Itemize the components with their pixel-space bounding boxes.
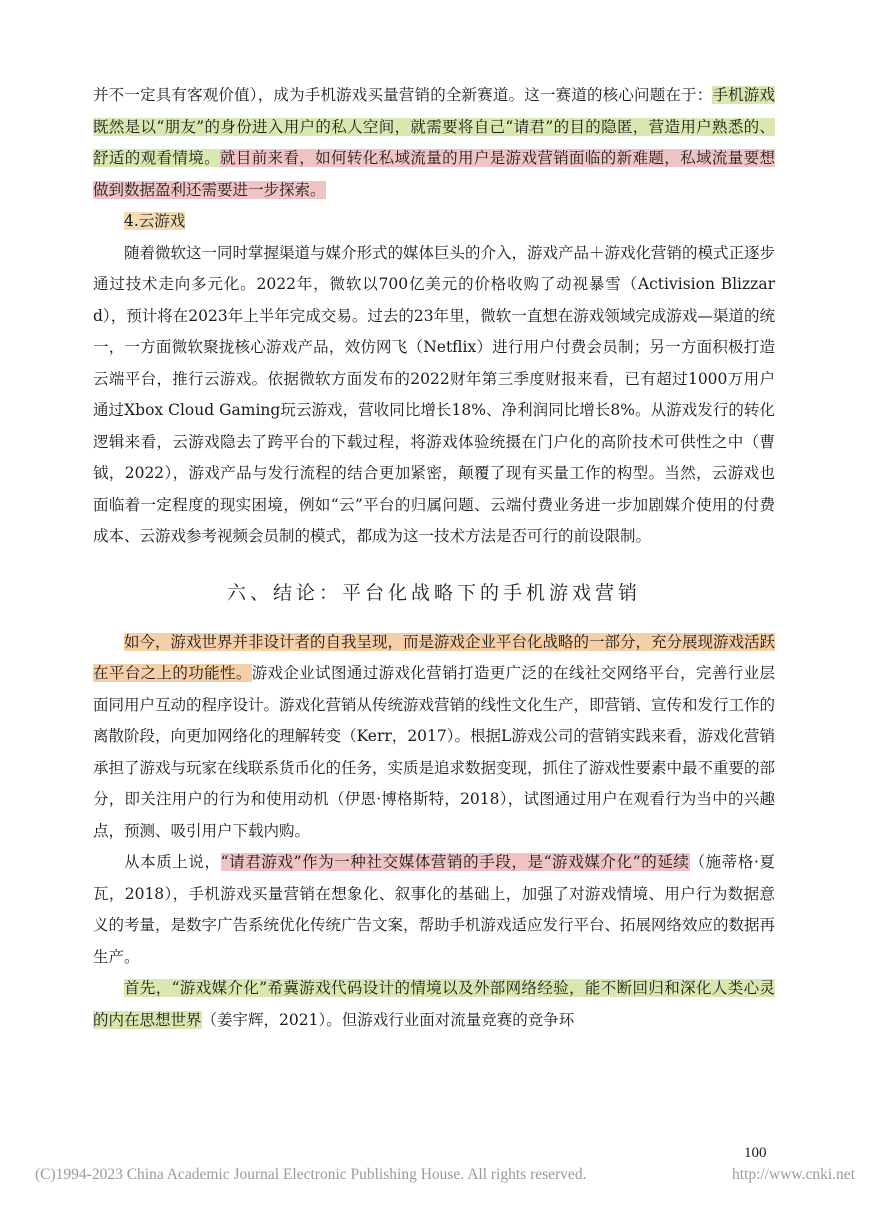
- footer-url: http://www.cnki.net: [732, 1166, 855, 1183]
- text-run: 并不一定具有客观价值），成为手机游戏买量营销的全新赛道。这一赛道的核心问题在于：: [93, 86, 713, 104]
- article-body: [93, 80, 775, 1036]
- text-run: （姜宇辉，2021）。但游戏行业面对流量竞赛的竞争环: [201, 1010, 575, 1029]
- text-run: 游戏企业试图通过游戏化营销打造更广泛的在线社交网络平台，完善行业层面同用户互动的程序设计。游戏化营销从传统游戏营销的线性文化生产，即营销、宣传和发行工作的离散阶段，向更加网络化的理解转变（Kerr，2017）。根据L游戏公司的营销实践来看，游戏化营销承担了游戏与玩家在线联系货币化的任务，实质是追求数据变现，抓住了游戏性要素中最不重要的部分，即关注用户的行为和使用动机（伊恩·博格斯特，2018），试图通过用户在观看行为当中的兴趣点，预测、吸引用户下载内购。: [93, 664, 776, 840]
- subheading-cloud-gaming: [93, 206, 775, 238]
- paragraph-4: [93, 847, 775, 973]
- paragraph-2: 随着微软这一同时掌握渠道与媒介形式的媒体巨头的介入，游戏产品＋游戏化营销的模式正逐步通过技术走向多元化。2022年，微软以700亿美元的价格收购了动视暴雪（Activision Blizzard），预计将在2023年上半年完成交易。过去的23年里，微软一直想在游戏领域完成游戏—渠道的统一，一方面微软聚拢核心游戏产品，效仿网飞（Netflix）进行用户付费会员制；另一方面积极打造云端平台，推行云游戏。依据微软方面发布的2022财年第三季度财报来看，已有超过1000万用户通过Xbox Cloud Gaming玩云游戏，营收同比增长18%、净利润同比增长8%。从游戏发行的转化逻辑来看，云游戏隐去了跨平台的下载过程，将游戏体验统摄在门户化的高阶技术可供性之中（曹钺，2022），游戏产品与发行流程的结合更加紧密，颠覆了现有买量工作的构型。当然，云游戏也面临着一定程度的现实困境，例如“云”平台的归属问题、云端付费业务进一步加剧媒介使用的付费成本、云游戏参考视频会员制的模式，都成为这一技术方法是否可行的前设限制。: [93, 243, 776, 545]
- highlight-green: 手机游戏既然是以“朋友”的身份进入用户的私人空间，就需要将自己“请君”的目的隐匿，营造用户熟悉的、舒适的观看情境。: [93, 86, 775, 167]
- highlight-pink: 就目前来看，如何转化私域流量的用户是游戏营销面临的新难题，私域流量要想做到数据盈利还需要进一步探索。: [93, 149, 775, 199]
- highlight-orange: 如今，游戏世界并非设计者的自我呈现，而是游戏企业平台化战略的一部分，充分展现游戏活跃在平台之上的功能性。: [93, 632, 776, 682]
- paragraph-5: [93, 973, 775, 1036]
- text-run: （施蒂格·夏瓦，2018），手机游戏买量营销在想象化、叙事化的基础上，加强了对游戏情境、用户行为数据意义的考量，是数字广告系统优化传统广告文案，帮助手机游戏适应发行平台、拓展网络效应的数据再生产。: [93, 853, 776, 966]
- page-number: 100: [744, 1145, 767, 1161]
- highlight-tan: 4.云游戏: [124, 212, 186, 230]
- section-title: 六、结论：平台化战略下的手机游戏营销: [226, 581, 641, 604]
- copyright-notice: (C)1994-2023 China Academic Journal Electronic Publishing House. All rights reserved.: [35, 1166, 587, 1183]
- text-run: 从本质上说，: [124, 853, 221, 871]
- highlight-pink: “请君游戏”作为一种社交媒体营销的手段，是“游戏媒介化”的延续: [220, 853, 690, 871]
- paragraph-3: [93, 627, 775, 848]
- highlight-green: 首先，“游戏媒介化”希冀游戏代码设计的情境以及外部网络经验，能不断回归和深化人类心灵的内在思想世界: [93, 979, 775, 1029]
- paragraph-1: [93, 80, 775, 206]
